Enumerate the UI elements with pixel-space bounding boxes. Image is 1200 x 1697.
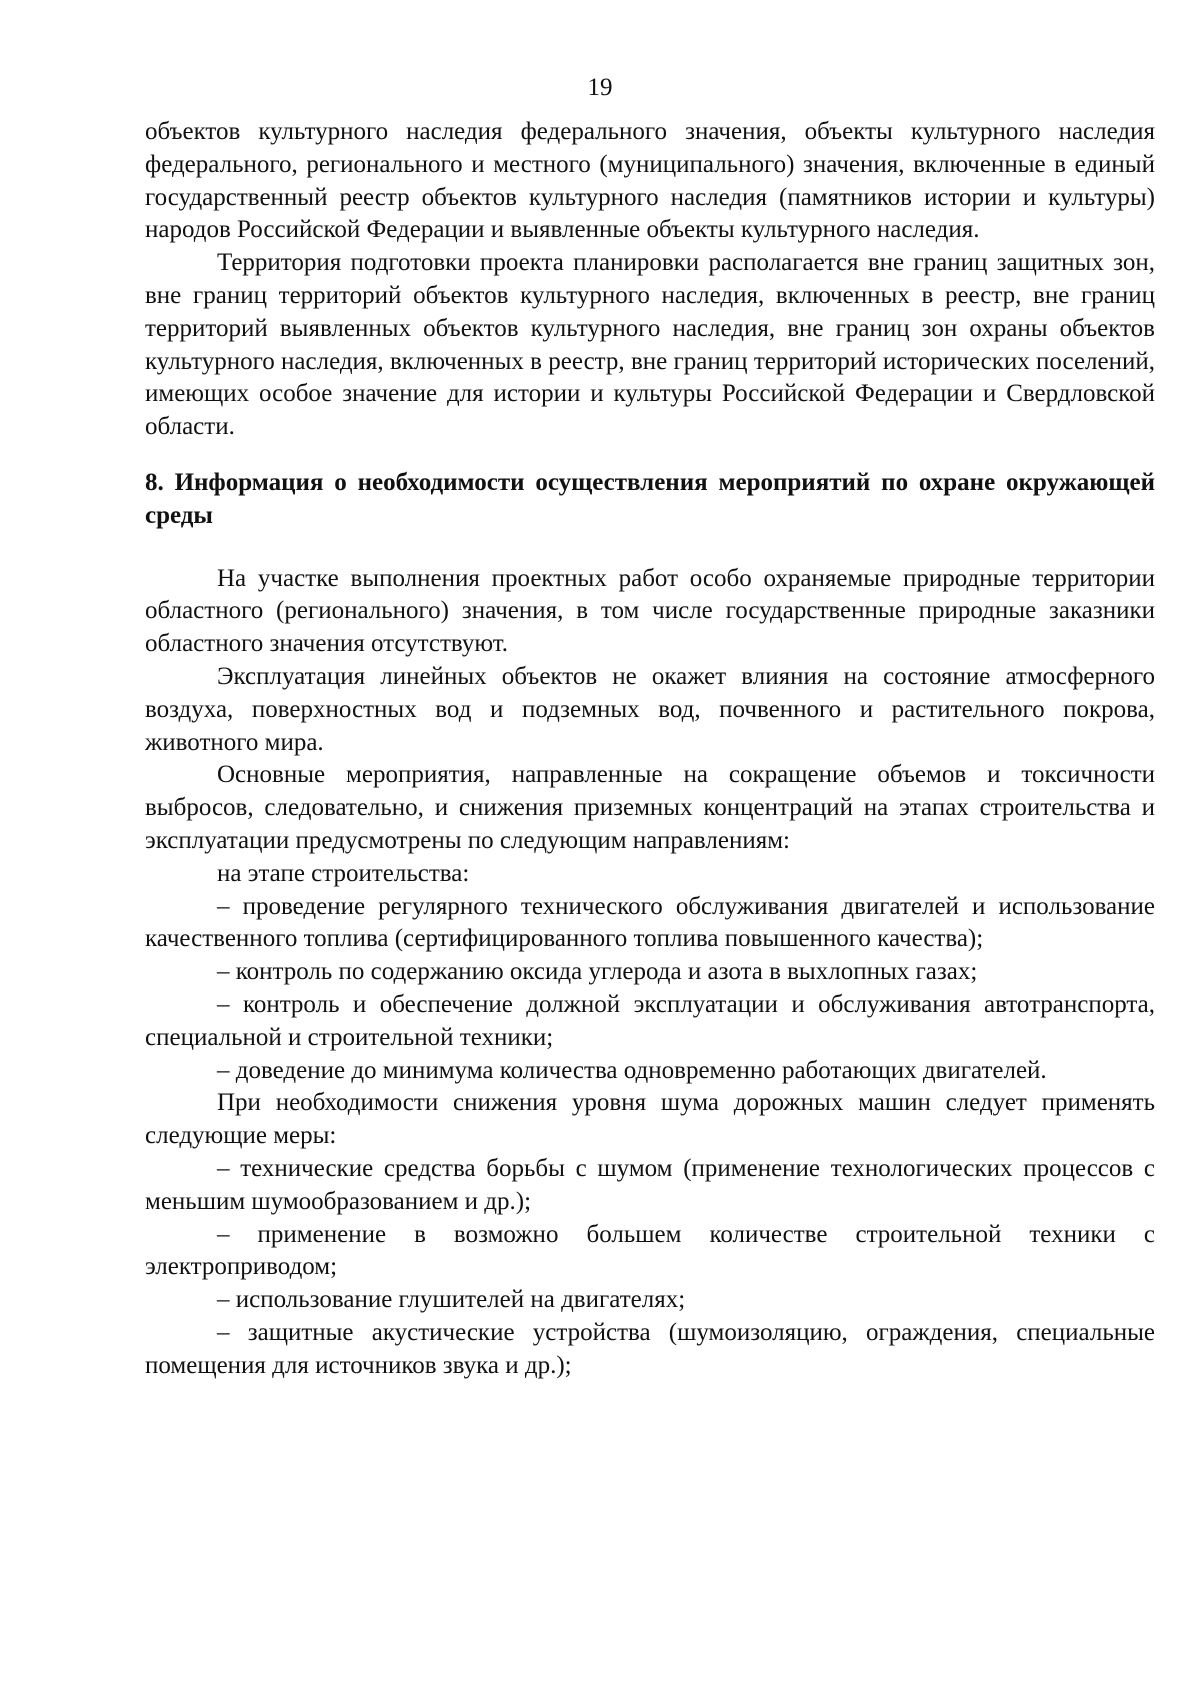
list-item: – защитные акустические устройства (шумоизоляцию, ограждения, специальные помещения для источников звука и др.); bbox=[145, 1318, 1155, 1379]
list-item: – доведение до минимума количества одновременно работающих двигателей. bbox=[217, 1056, 1047, 1084]
paragraph: объектов культурного наследия федерального значения, объекты культурного наследия федерального, регионального и местного (муниципального) значения, включенные в единый государственный реестр объектов культурного наследия (памятников истории и культуры) народов Российской Федерации и выявленные объекты культурного наследия. bbox=[145, 118, 1155, 244]
paragraph: На участке выполнения проектных работ особо охраняемые природные территории областного (регионального) значения, в том числе государственные природные заказники областного значения отсутствуют. bbox=[145, 564, 1155, 658]
paragraph: на этапе строительства: bbox=[217, 859, 470, 887]
list-item: – технические средства борьбы с шумом (применение технологических процессов с меньшим шумообразованием и др.); bbox=[145, 1154, 1155, 1215]
paragraph: Территория подготовки проекта планировки располагается вне границ защитных зон, вне границ территорий объектов культурного наследия, включенных в реестр, вне границ территорий выявленных объектов культурного наследия, вне границ зон охраны объектов культурного наследия, включенных в реестр, вне границ территорий исторических поселений, имеющих особое значение для истории и культуры Российской Федерации и Свердловской области. bbox=[145, 249, 1155, 441]
paragraph: При необходимости снижения уровня шума дорожных машин следует применять следующие меры: bbox=[145, 1089, 1155, 1150]
page-content bbox=[145, 116, 1155, 1382]
page-number: 19 bbox=[587, 74, 613, 101]
list-item: – проведение регулярного технического обслуживания двигателей и использование качественного топлива (сертифицированного топлива повышенного качества); bbox=[145, 892, 1155, 953]
paragraph: Эксплуатация линейных объектов не окажет влияния на состояние атмосферного воздуха, поверхностных вод и подземных вод, почвенного и растительного покрова, животного мира. bbox=[145, 662, 1155, 756]
list-item: – использование глушителей на двигателях; bbox=[217, 1286, 686, 1314]
paragraph: Основные мероприятия, направленные на сокращение объемов и токсичности выбросов, следовательно, и снижения приземных концентраций на этапах строительства и эксплуатации предусмотрены по следующим направлениям: bbox=[145, 761, 1155, 854]
list-item: – контроль по содержанию оксида углерода и азота в выхлопных газах; bbox=[217, 958, 978, 986]
list-item: – применение в возможно большем количестве строительной техники с электроприводом; bbox=[145, 1220, 1155, 1281]
section-heading: 8. Информация о необходимости осуществления мероприятий по охране окружающей среды bbox=[145, 468, 1155, 529]
list-item: – контроль и обеспечение должной эксплуатации и обслуживания автотранспорта, специальной и строительной техники; bbox=[145, 990, 1155, 1051]
